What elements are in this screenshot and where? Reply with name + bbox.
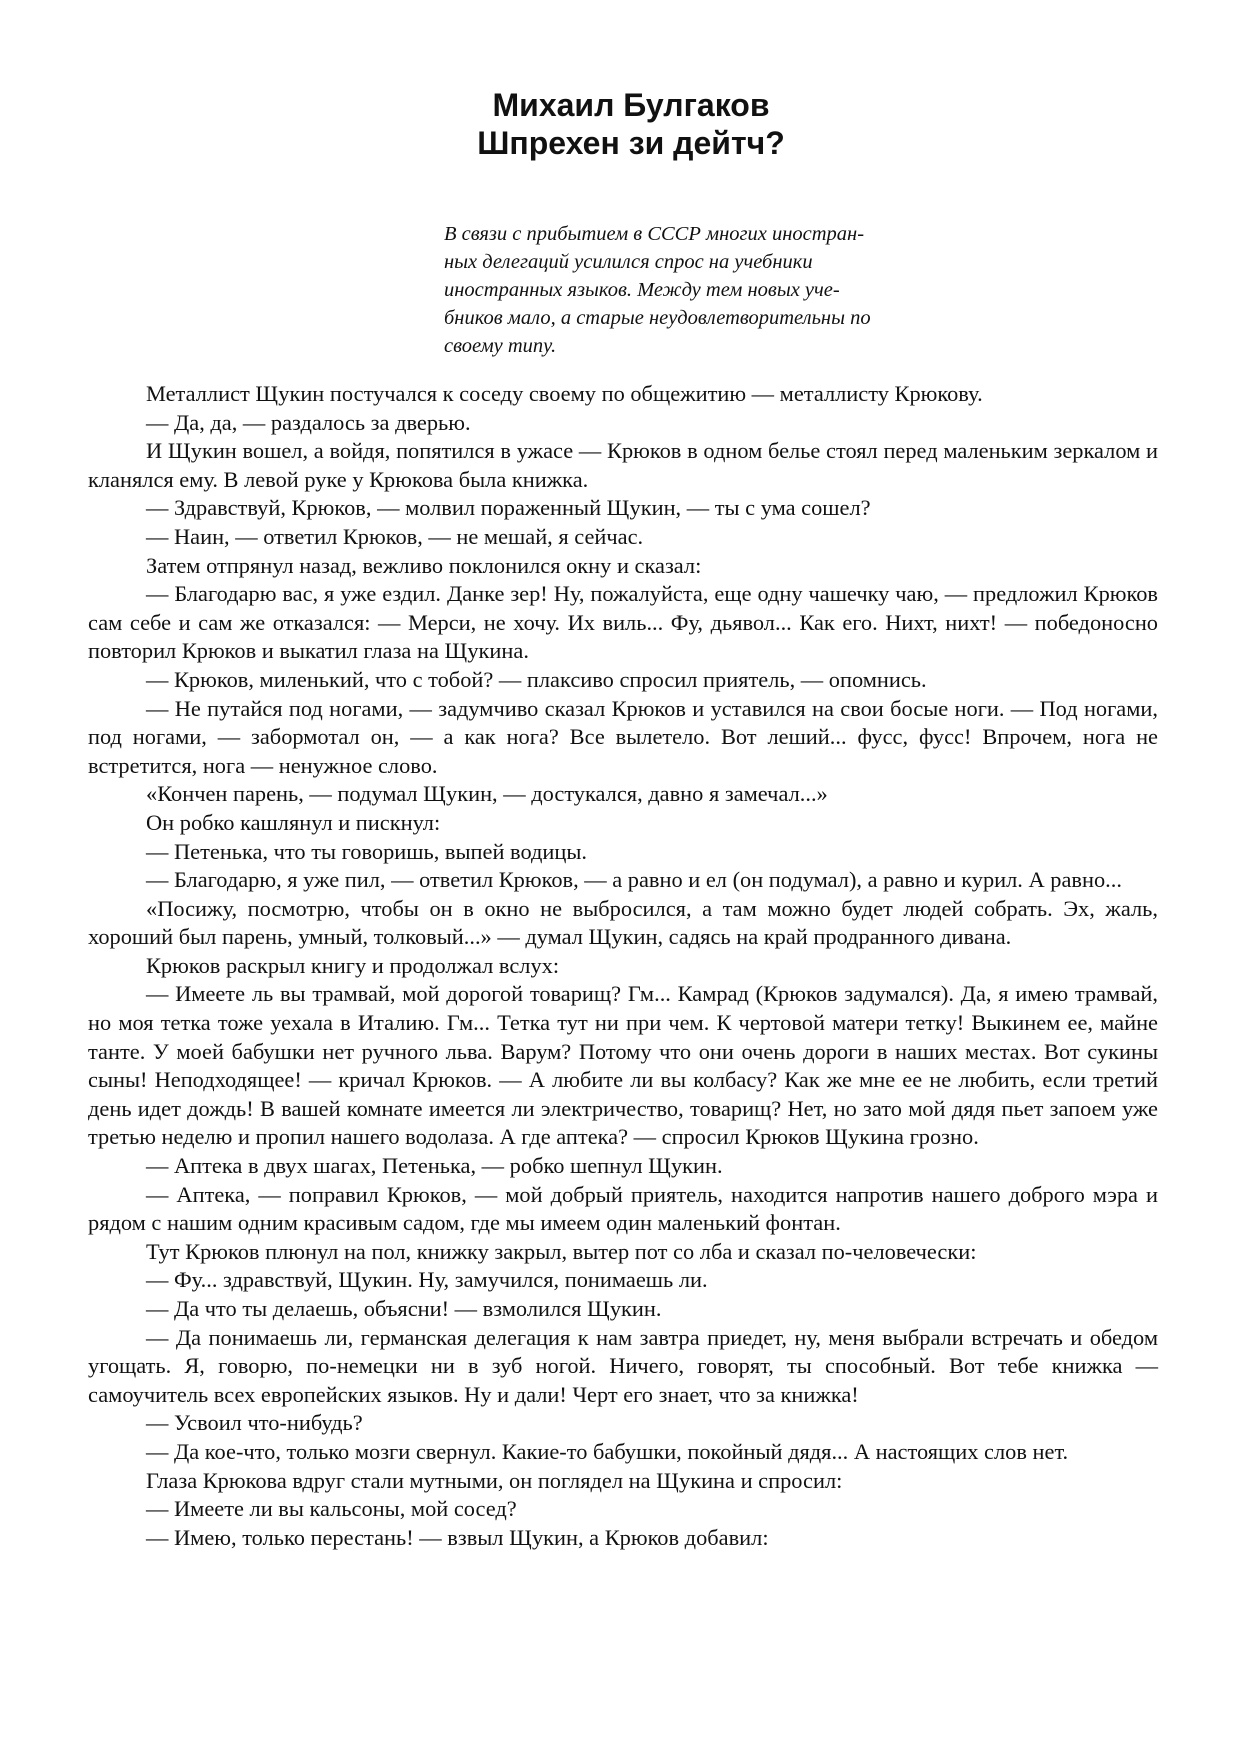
paragraph: — Да, да, — раздалось за дверью. [146,409,471,435]
paragraph: — Имеете ли вы кальсоны, мой сосед? [146,1496,517,1522]
paragraph: Глаза Крюкова вдруг стали мутными, он поглядел на Щукина и спросил: [146,1467,843,1493]
paragraph: Он робко кашлянул и пискнул: [146,809,441,835]
paragraph: — Не путайся под ногами, — задумчиво сказал Крюков и уставился на свои босые ноги. — Под ногами, под ногами, — забормотал он, — а как нога? Все вылетело. Вот леший... фусс, фусс! Впрочем, нога не встретится, нога — ненужное слово. [88,695,1158,778]
paragraph: — Да что ты делаешь, объясни! — взмолился Щукин. [146,1296,662,1321]
epigraph-line: ных делегаций усилился спрос на учебники [444,251,813,273]
paragraph: «Посижу, посмотрю, чтобы он в окно не выбросился, а там можно будет людей собрать. Эх, жаль, хороший был парень, умный, толковый...» — думал Щукин, садясь на край продранного дивана. [88,895,1158,950]
paragraph: Затем отпрянул назад, вежливо поклонился окну и сказал: [146,552,702,578]
epigraph [444,220,936,360]
paragraph: — Благодарю, я уже пил, — ответил Крюков, — а равно и ел (он подумал), а равно и курил. А равно... [146,867,1122,893]
paragraph: — Да кое-что, только мозги свернул. Какие-то бабушки, покойный дядя... А настоящих слов нет. [146,1438,1069,1464]
story-title: Шпрехен зи дейтч? [477,125,785,161]
story-body [88,380,1158,1552]
paragraph: Металлист Щукин постучался к соседу своему по общежитию — металлисту Крюкову. [146,381,983,406]
paragraph: — Крюков, миленький, что с тобой? — плаксиво спросил приятель, — опомнись. [146,666,927,692]
paragraph: — Аптека в двух шагах, Петенька, — робко шепнул Щукин. [146,1153,723,1179]
paragraph: — Петенька, что ты говоришь, выпей водицы. [146,838,588,864]
epigraph-line: своему типу. [444,335,557,357]
paragraph: — Да понимаешь ли, германская делегация к нам завтра приедет, ну, меня выбрали встречать и обедом угощать. Я, говорю, по-немецки ни в зуб ногой. Ничего, говорят, ты способный. Вот тебе книжка — самоучитель всех европейских языков. Ну и дали! Черт его знает, что за книжка! [88,1324,1158,1407]
author-name: Михаил Булгаков [492,87,770,123]
paragraph: — Усвоил что-нибудь? [146,1410,363,1436]
epigraph-line: бников мало, а старые неудовлетворительны по [444,307,871,329]
paragraph: — Имею, только перестань! — взвыл Щукин, а Крюков добавил: [146,1524,769,1550]
paragraph: — Наин, — ответил Крюков, — не мешай, я сейчас. [146,523,644,549]
epigraph-line: иностранных языков. Между тем новых уче- [444,279,840,301]
paragraph: — Благодарю вас, я уже ездил. Данке зер! Ну, пожалуйста, еще одну чашечку чаю, — предложил Крюков сам себе и сам же отказался: — Мерси, не хочу. Их виль... Фу, дьявол... Как его. Нихт, нихт! — победоносно повторил Крюков и выкатил глаза на Щукина. [88,581,1158,664]
epigraph-line: В связи с прибытием в СССР многих иностран- [444,223,865,245]
title-block [0,86,1242,162]
paragraph: И Щукин вошел, а войдя, попятился в ужасе — Крюков в одном белье стоял перед маленьким зеркалом и кланялся ему. В левой руке у Крюкова была книжка. [88,438,1158,492]
paragraph: — Аптека, — поправил Крюков, — мой добрый приятель, находится напротив нашего доброго мэра и рядом с нашим одним красивым садом, где мы имеем один маленький фонтан. [88,1181,1158,1236]
paragraph: Крюков раскрыл книгу и продолжал вслух: [146,952,560,978]
paragraph: «Кончен парень, — подумал Щукин, — достукался, давно я замечал...» [146,781,828,807]
paragraph: — Имеете ль вы трамвай, мой дорогой товарищ? Гм... Камрад (Крюков задумался). Да, я имею трамвай, но моя тетка тоже уехала в Италию. Гм... Тетка тут ни при чем. К чертовой матери тетку! Выкинем ее, майне танте. У моей бабушки нет ручного льва. Варум? Потому что они очень дороги в наших местах. Вот сукины сыны! Неподходящее! — кричал Крюков. — А любите ли вы колбасу? Как же мне ее не любить, если третий день идет дождь! В вашей комнате имеется ли электричество, товарищ? Нет, но зато мой дядя пьет запоем уже третью неделю и пропил нашего водолаза. А где аптека? — спросил Крюков Щукина грозно. [88,981,1158,1150]
paragraph: Тут Крюков плюнул на пол, книжку закрыл, вытер пот со лба и сказал по-человечески: [146,1238,977,1264]
paragraph: — Здравствуй, Крюков, — молвил пораженный Щукин, — ты с ума сошел? [146,495,871,521]
paragraph: — Фу... здравствуй, Щукин. Ну, замучился, понимаешь ли. [146,1267,708,1293]
